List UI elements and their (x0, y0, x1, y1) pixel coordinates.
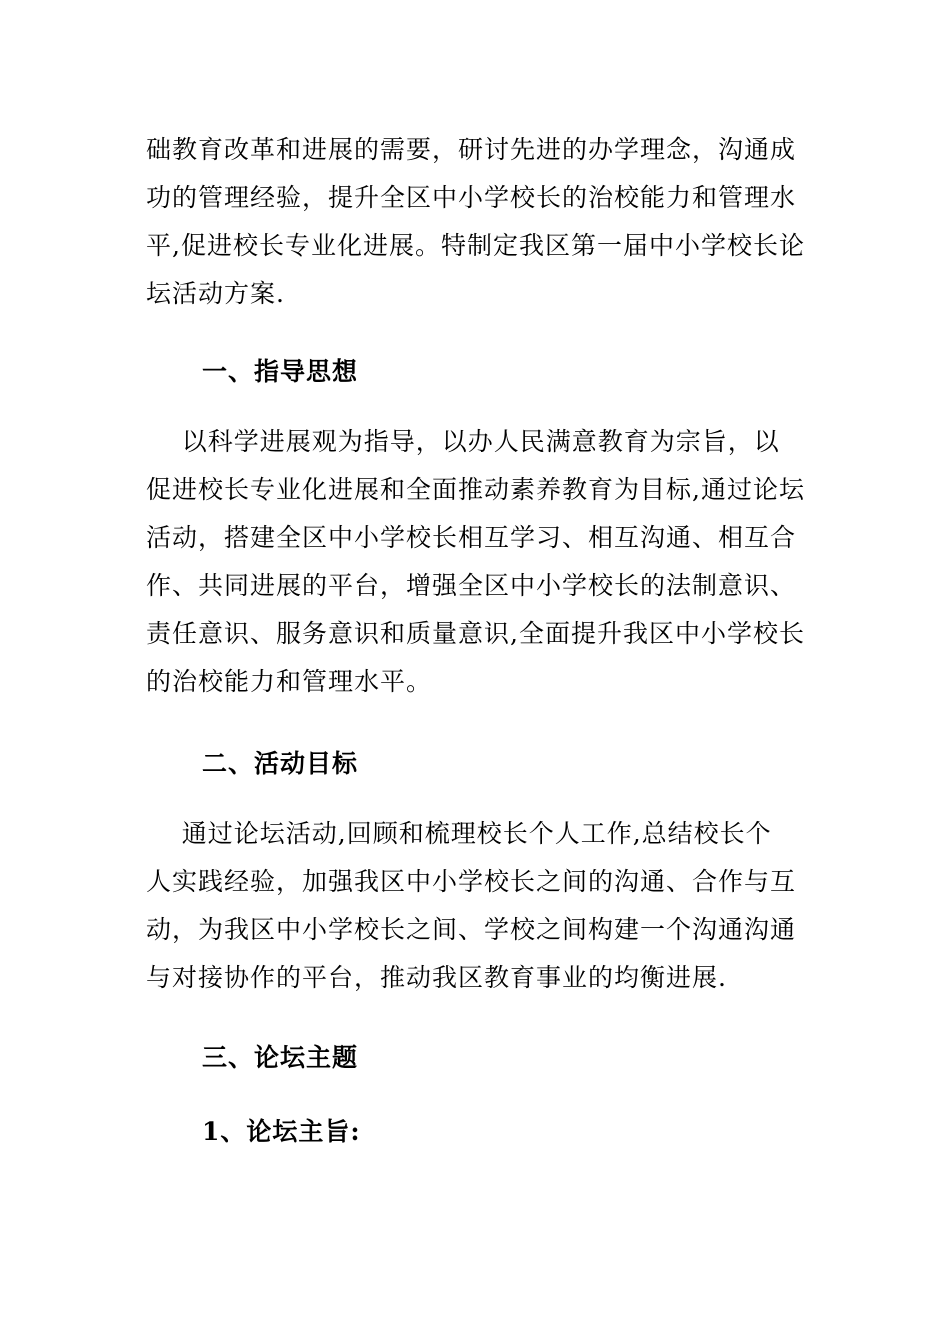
section-1-line-6: 的治校能力和管理水平。 (146, 667, 433, 696)
section-1-line-5: 责任意识、服务意识和质量意识,全面提升我区中小学校长 (146, 619, 805, 648)
section-2-line-2: 人实践经验，加强我区中小学校长之间的沟通、合作与互 (146, 867, 797, 896)
section-1-paragraph (146, 418, 806, 706)
intro-line-4: 坛活动方案. (146, 279, 285, 308)
section-2-heading: 二、活动目标 (202, 749, 359, 778)
section-2-paragraph (146, 810, 806, 1002)
section-2-line-1: 通过论坛活动,回顾和梳理校长个人工作,总结校长个 (146, 819, 772, 848)
section-1-line-2: 促进校长专业化进展和全面推动素养教育为目标,通过论坛 (146, 475, 805, 504)
intro-line-2: 功的管理经验，提升全区中小学校长的治校能力和管理水 (146, 183, 797, 212)
intro-line-3: 平,促进校长专业化进展。特制定我区第一届中小学校长论 (146, 231, 805, 260)
section-1-line-4: 作、共同进展的平台，增强全区中小学校长的法制意识、 (146, 571, 797, 600)
section-1-heading: 一、指导思想 (202, 357, 359, 386)
section-1-line-3: 活动，搭建全区中小学校长相互学习、相互沟通、相互合 (146, 523, 797, 552)
section-3-heading: 三、论坛主题 (202, 1043, 359, 1072)
section-1-line-1: 以科学进展观为指导，以办人民满意教育为宗旨，以 (146, 427, 780, 456)
section-2-line-3: 动，为我区中小学校长之间、学校之间构建一个沟通沟通 (146, 915, 797, 944)
section-2-line-4: 与对接协作的平台，推动我区教育事业的均衡进展. (146, 963, 727, 992)
intro-paragraph (146, 126, 806, 318)
intro-line-1: 础教育改革和进展的需要，研讨先进的办学理念，沟通成 (146, 135, 797, 164)
section-3-subheading: 1、论坛主旨: (202, 1117, 361, 1146)
